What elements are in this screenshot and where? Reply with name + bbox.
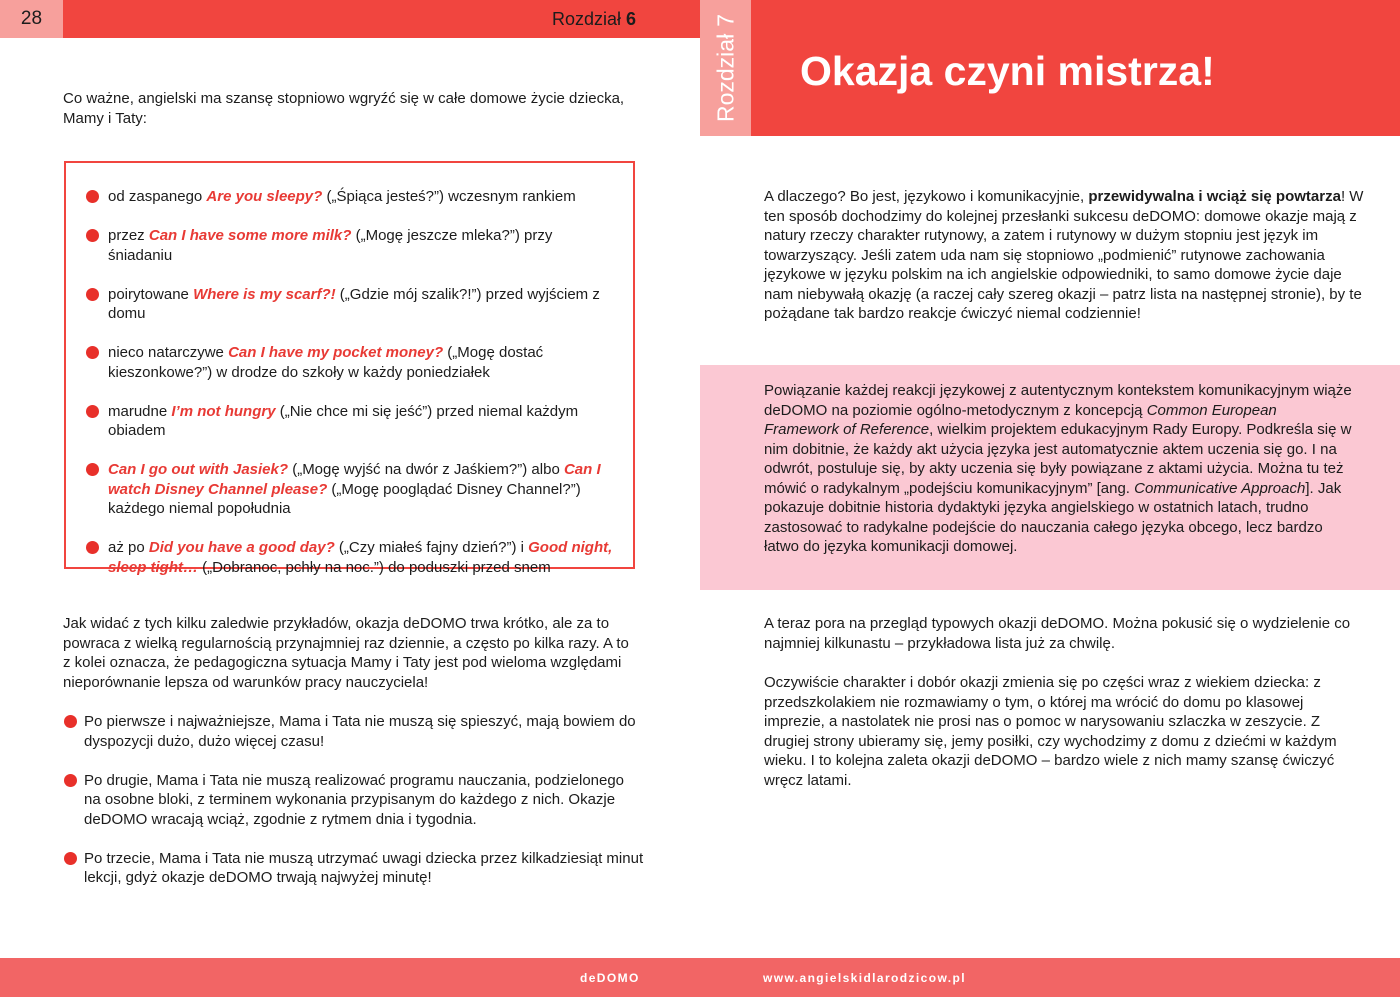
list-item: [108, 402, 618, 441]
example-text: („Mogę pooglądać Disney Channel?”) każdego niemal popołudnia: [108, 480, 581, 517]
example-phrase: Can I have my pocket money?: [228, 344, 444, 361]
list-item: [108, 226, 618, 265]
chapter-tab-number: 7: [712, 13, 738, 27]
list-item: [84, 849, 644, 888]
paragraph-text: ! W ten sposób dochodzimy do kolejnej przesłanki sukcesu deDOMO: domowe okazje mają z natury rzeczy charakter rutynowy, a zatem i rutynowy w dużym stopniu jest język im towarzyszący. Jeśli zatem uda nam się stopniowo „podmienić” rutynowe zachowania językowe w języku polskim na ich angielskie odpowiedniki, to samo domowe życie daje nam niebywałą okazję (a raczej cały szereg okazji – patrz lista na następnej stronie), by te pożądane tak bardzo reakcje ćwiczyć niemal codziennie!: [764, 188, 1364, 322]
left-header-bar: [0, 0, 700, 38]
chapter-number: 6: [625, 8, 636, 29]
right-header-bar: [751, 0, 1400, 136]
chapter-heading-left: [552, 0, 636, 38]
list-item: [108, 460, 618, 519]
summary-paragraph: Jak widać z tych kilku zaledwie przykładów, okazja deDOMO trwa krótko, ale za to powraca z wielką regularnością przynajmniej raz dziennie, a często po kilka razy. A to z kolei oznacza, że pedagogiczna sytuacja Mamy i Taty jest pod wieloma względami nieporównanie lepsza od warunków pracy nauczyciela!: [63, 615, 629, 691]
examples-box: [64, 161, 635, 576]
right-paragraph-3: Oczywiście charakter i dobór okazji zmienia się po części wraz z wiekiem dziecka: z przedszkolakiem nie rozmawiamy o tym, o której ma wrócić do domu po klasowej imprezie, a nastolatek nie prosi nas o pomoc w narysowaniu szlaczka w zeszycie. Z drugiej strony ubieramy się, jemy posiłki, czy wychodzimy z domu z dziećmi w każdym wieku. I to kolejna zaleta okazji deDOMO – bardzo wiele z nich mamy szansę ćwiczyć wręcz latami.: [764, 674, 1337, 789]
example-text: nieco natarczywe: [108, 344, 229, 361]
bullet-icon: [86, 463, 99, 476]
example-text: („Mogę wyjść na dwór z Jaśkiem?”) albo: [288, 461, 564, 478]
advantage-text: Po pierwsze i najważniejsze, Mama i Tata nie muszą się spieszyć, mają bowiem do dyspozycji dużo, dużo więcej czasu!: [84, 713, 636, 750]
example-text: („Mogę jeszcze mleka?”) przy śniadaniu: [108, 227, 553, 264]
example-text: („Nie chce mi się jeść”) przed niemal każdym obiadem: [108, 402, 579, 439]
bullet-icon: [86, 229, 99, 242]
paragraph-emphasis: przewidywalna i wciąż się powtarza: [1088, 188, 1341, 205]
bullet-icon: [86, 190, 99, 203]
examples-list: [108, 187, 618, 577]
bullet-icon: [64, 852, 77, 865]
example-phrase: Did you have a good day?: [148, 539, 335, 556]
box-text: Powiązanie każdej reakcji językowej z autentycznym kontekstem komunikacyjnym wiąże deDOMO na poziomie ogólno-metodycznym z koncepcją: [764, 382, 1352, 419]
footer-bar: [0, 958, 1400, 997]
list-item: [84, 712, 644, 751]
right-paragraph-1: [764, 187, 1364, 324]
advantages-list: [84, 712, 644, 907]
example-text: marudne: [108, 402, 172, 420]
example-phrase: Are you sleepy?: [206, 188, 323, 205]
example-text: („Mogę dostać kieszonkowe?”) w drodze do szkoły w każdy poniedziałek: [108, 344, 544, 381]
example-phrase: Where is my scarf?!: [193, 285, 336, 303]
list-item: [108, 343, 618, 382]
list-item: [108, 187, 618, 207]
list-item: [108, 285, 618, 324]
bullet-icon: [86, 541, 99, 554]
example-text: („Czy miałeś fajny dzień?”) i: [334, 539, 529, 556]
example-phrase: Can I have some more milk?: [148, 227, 352, 244]
example-text: poirytowane: [108, 285, 194, 303]
page-number: 28: [0, 0, 63, 38]
example-text: („Gdzie mój szalik?!”) przed wyjściem z domu: [108, 285, 600, 322]
example-text: („Dobranoc, pchły na noc.”) do poduszki przed snem: [198, 558, 551, 576]
intro-paragraph: Co ważne, angielski ma szansę stopniowo wgryźć się w całe domowe życie dziecka, Mamy i Taty:: [63, 90, 625, 127]
highlight-box: [700, 365, 1400, 590]
example-phrase: Can I watch Disney Channel please?: [108, 461, 601, 498]
example-text: od zaspanego: [108, 188, 207, 205]
bullet-icon: [64, 774, 77, 787]
chapter-tab-word: Rozdział: [712, 33, 738, 123]
box-italic: Communicative Approach: [1134, 479, 1306, 497]
example-phrase: I’m not hungry: [171, 402, 276, 420]
footer-url[interactable]: www.angielskidlarodzicow.pl: [763, 970, 966, 985]
page-title: Okazja czyni mistrza!: [800, 48, 1215, 94]
chapter-label: Rozdział: [551, 8, 621, 29]
example-text: przez: [108, 227, 149, 244]
example-text: („Śpiąca jesteś?”) wczesnym rankiem: [322, 188, 576, 205]
box-italic: Common European Framework of Reference: [764, 401, 1277, 438]
footer-brand: deDOMO: [580, 970, 640, 985]
advantage-text: Po drugie, Mama i Tata nie muszą realizować programu nauczania, podzielonego na osobne bloki, z terminem wykonania przypisanym do każdego z nich. Okazje deDOMO wracają wciąż, zgodnie z rytmem dnia i tygodnia.: [84, 771, 625, 828]
chapter-tab: [700, 0, 751, 136]
bullet-icon: [86, 405, 99, 418]
box-text: ]. Jak pokazuje dobitnie historia dydaktyki języka angielskiego w ostatnich latach, trudno zastosować to radykalne podejście do nauczania całego języka obcego, lecz bardzo łatwo do języka komunikacji domowej.: [764, 479, 1342, 555]
bullet-icon: [86, 288, 99, 301]
paragraph-text: A dlaczego? Bo jest, językowo i komunikacyjnie,: [764, 188, 1089, 205]
example-phrase: Can I go out with Jasiek?: [108, 461, 289, 478]
chapter-tab-label: [712, 14, 739, 122]
right-paragraph-2: A teraz pora na przegląd typowych okazji deDOMO. Można pokusić się o wydzielenie co najmniej kilkunastu – przykładowa lista już za chwilę.: [764, 615, 1351, 652]
example-phrase: Good night, sleep tight…: [108, 539, 613, 576]
box-text: , wielkim projektem edukacyjnym Rady Europy. Podkreśla się w nim dobitnie, że każdy akt użycia języka jest automatycznie aktem uczenia się go. I na odwrót, postuluje się, by akty uczenia się były powiązane z aktami użycia. Można tu też mówić o radykalnym „podejściu komunikacyjnym” [ang.: [764, 421, 1352, 497]
bullet-icon: [86, 346, 99, 359]
example-text: aż po: [108, 539, 149, 556]
highlight-text: [764, 381, 1354, 557]
advantage-text: Po trzecie, Mama i Tata nie muszą utrzymać uwagi dziecka przez kilkadziesiąt minut lekcji, gdyż okazje deDOMO trwają najwyżej minutę!: [84, 849, 644, 886]
list-item: [84, 771, 644, 830]
bullet-icon: [64, 715, 77, 728]
list-item: [108, 538, 618, 577]
